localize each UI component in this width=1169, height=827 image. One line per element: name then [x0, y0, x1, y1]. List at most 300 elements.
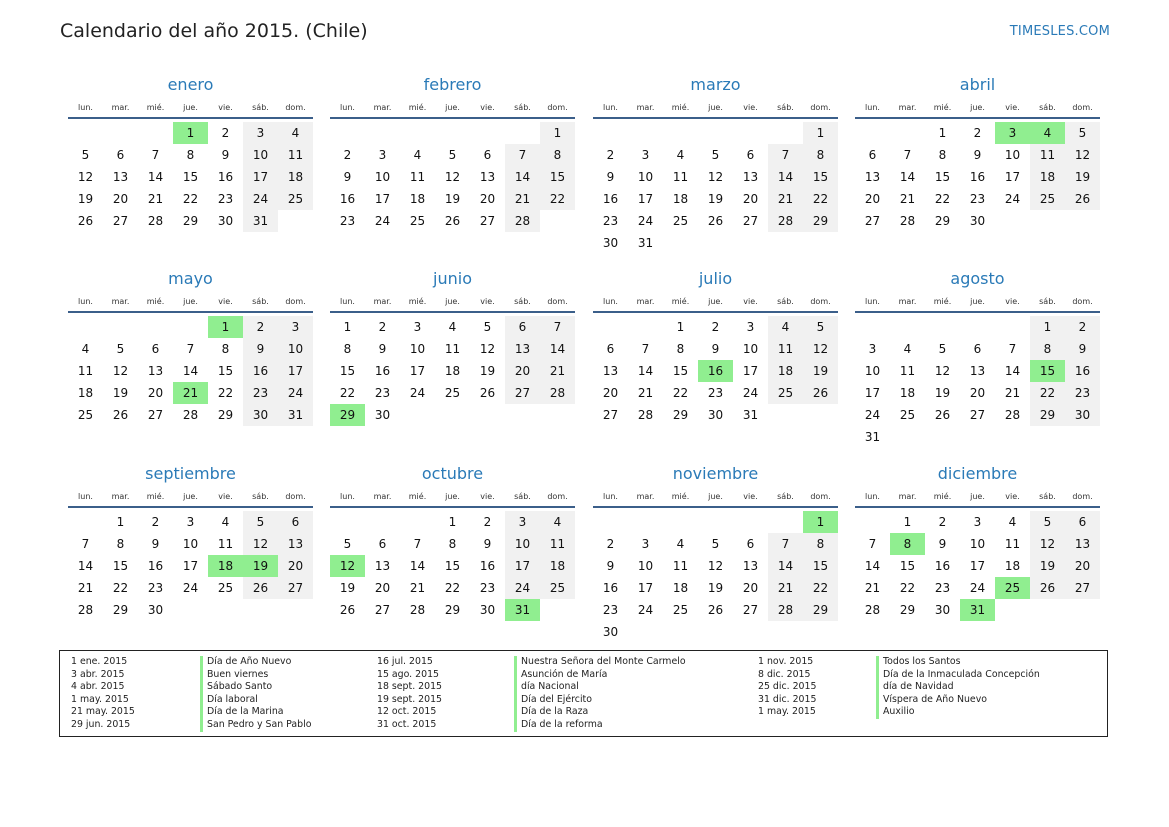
- day-cell: 20: [374, 581, 391, 595]
- day-cell: 25: [768, 382, 803, 404]
- legend-date: 16 jul. 2015: [377, 656, 433, 667]
- day-cell: 5: [243, 511, 278, 533]
- weekday-label: mar.: [898, 297, 917, 306]
- legend-holiday-name: Todos los Santos: [876, 656, 1040, 669]
- holiday-day-cell: 4: [1030, 122, 1065, 144]
- weekday-label: lun.: [78, 103, 93, 112]
- day-cell: 19: [1065, 166, 1100, 188]
- day-cell: 17: [1004, 170, 1021, 184]
- legend-dates-col-1: [71, 656, 135, 732]
- weekday-label: dom.: [810, 492, 831, 501]
- day-cell: 7: [186, 342, 195, 356]
- day-cell: 12: [707, 559, 724, 573]
- day-cell: 11: [444, 342, 461, 356]
- day-cell: 15: [803, 166, 838, 188]
- holiday-day-cell: 29: [330, 404, 365, 426]
- day-cell: 24: [969, 581, 986, 595]
- day-cell: 1: [903, 515, 912, 529]
- holiday-day-cell: 19: [243, 555, 278, 577]
- day-cell: 12: [77, 170, 94, 184]
- weekday-label: mié.: [146, 492, 165, 501]
- day-cell: 27: [969, 408, 986, 422]
- holiday-day-cell: 21: [173, 382, 208, 404]
- legend-date: 29 jun. 2015: [71, 718, 131, 730]
- month-divider: [330, 311, 575, 313]
- legend-holiday-name: Día laboral: [200, 694, 311, 707]
- day-cell: 29: [444, 603, 461, 617]
- day-cell: 3: [746, 320, 755, 334]
- day-cell: 15: [934, 170, 951, 184]
- day-cell: 13: [1065, 533, 1100, 555]
- day-cell: 10: [182, 537, 199, 551]
- day-cell: 28: [540, 382, 575, 404]
- day-cell: 8: [540, 144, 575, 166]
- brand-link[interactable]: TIMESLES.COM: [1009, 24, 1110, 39]
- day-cell: 28: [768, 210, 803, 232]
- day-cell: 1: [116, 515, 125, 529]
- day-cell: 27: [112, 214, 129, 228]
- day-cell: 30: [374, 408, 391, 422]
- weekday-label: mié.: [933, 297, 952, 306]
- month-abril: [855, 75, 1100, 265]
- month-name: junio: [433, 269, 472, 288]
- day-cell: 20: [479, 192, 496, 206]
- weekday-label: mar.: [373, 297, 392, 306]
- day-cell: 5: [711, 537, 720, 551]
- day-cell: 24: [637, 214, 654, 228]
- month-divider: [68, 117, 313, 119]
- day-cell: 5: [711, 148, 720, 162]
- month-agosto: [855, 269, 1100, 459]
- day-cell: 20: [147, 386, 164, 400]
- weekday-label: dom.: [547, 492, 568, 501]
- month-septiembre: [68, 464, 313, 654]
- day-cell: 28: [409, 603, 426, 617]
- day-cell: 28: [899, 214, 916, 228]
- legend-holiday-name: Víspera de Año Nuevo: [876, 694, 1040, 707]
- day-cell: 20: [742, 192, 759, 206]
- day-cell: 28: [1004, 408, 1021, 422]
- weekday-label: jue.: [445, 492, 460, 501]
- day-cell: 24: [505, 577, 540, 599]
- day-cell: 28: [637, 408, 654, 422]
- day-cell: 19: [444, 192, 461, 206]
- day-cell: 15: [540, 166, 575, 188]
- day-cell: 7: [641, 342, 650, 356]
- day-cell: 4: [278, 122, 313, 144]
- day-cell: 14: [1004, 364, 1021, 378]
- day-cell: 3: [641, 537, 650, 551]
- weekday-label: vie.: [480, 492, 495, 501]
- day-cell: 16: [479, 559, 496, 573]
- day-cell: 25: [899, 408, 916, 422]
- day-cell: 5: [448, 148, 457, 162]
- day-cell: 29: [217, 408, 234, 422]
- day-cell: 11: [1004, 537, 1021, 551]
- day-cell: 31: [278, 404, 313, 426]
- day-cell: 22: [1030, 382, 1065, 404]
- day-cell: 16: [147, 559, 164, 573]
- day-cell: 18: [278, 166, 313, 188]
- legend-date: 19 sept. 2015: [377, 693, 443, 705]
- day-cell: 30: [707, 408, 724, 422]
- day-cell: 21: [637, 386, 654, 400]
- weekday-label: lun.: [340, 103, 355, 112]
- day-cell: 18: [672, 581, 689, 595]
- weekday-label: mié.: [408, 492, 427, 501]
- day-cell: 14: [637, 364, 654, 378]
- day-cell: 12: [803, 338, 838, 360]
- weekday-label: mar.: [636, 103, 655, 112]
- month-divider: [593, 117, 838, 119]
- legend-date: 12 oct. 2015: [377, 706, 437, 718]
- day-cell: 10: [864, 364, 881, 378]
- day-cell: 17: [243, 166, 278, 188]
- day-cell: 9: [221, 148, 230, 162]
- day-cell: 27: [864, 214, 881, 228]
- day-cell: 9: [483, 537, 492, 551]
- day-cell: 15: [444, 559, 461, 573]
- month-octubre: [330, 464, 575, 654]
- month-mayo: [68, 269, 313, 459]
- legend-holiday-name: Día de la reforma: [514, 719, 686, 732]
- day-cell: 29: [803, 599, 838, 621]
- day-cell: 23: [147, 581, 164, 595]
- day-cell: 5: [938, 342, 947, 356]
- day-cell: 10: [637, 559, 654, 573]
- day-cell: 23: [217, 192, 234, 206]
- month-enero: [68, 75, 313, 265]
- day-cell: 8: [448, 537, 457, 551]
- weekday-label: vie.: [1005, 297, 1020, 306]
- day-cell: 8: [1030, 338, 1065, 360]
- day-cell: 16: [602, 581, 619, 595]
- day-cell: 11: [1030, 144, 1065, 166]
- day-cell: 6: [746, 537, 755, 551]
- day-cell: 16: [1065, 360, 1100, 382]
- day-cell: 27: [602, 408, 619, 422]
- day-cell: 17: [637, 192, 654, 206]
- day-cell: 22: [899, 581, 916, 595]
- holiday-day-cell: 1: [173, 122, 208, 144]
- day-cell: 22: [672, 386, 689, 400]
- weekday-label: dom.: [285, 492, 306, 501]
- day-cell: 4: [903, 342, 912, 356]
- weekday-label: vie.: [480, 297, 495, 306]
- day-cell: 14: [182, 364, 199, 378]
- weekday-label: mié.: [933, 492, 952, 501]
- weekday-label: mié.: [408, 297, 427, 306]
- day-cell: 18: [444, 364, 461, 378]
- holiday-legend: [59, 650, 1108, 737]
- day-cell: 12: [934, 364, 951, 378]
- day-cell: 13: [112, 170, 129, 184]
- day-cell: 23: [969, 192, 986, 206]
- weekday-label: jue.: [445, 297, 460, 306]
- day-cell: 5: [343, 537, 352, 551]
- day-cell: 31: [864, 430, 881, 444]
- day-cell: 27: [278, 577, 313, 599]
- legend-date: 4 abr. 2015: [71, 681, 125, 693]
- day-cell: 2: [1065, 316, 1100, 338]
- day-cell: 20: [278, 555, 313, 577]
- day-cell: 20: [864, 192, 881, 206]
- day-cell: 16: [602, 192, 619, 206]
- day-cell: 14: [147, 170, 164, 184]
- day-cell: 22: [217, 386, 234, 400]
- month-marzo: [593, 75, 838, 265]
- day-cell: 11: [672, 170, 689, 184]
- day-cell: 20: [602, 386, 619, 400]
- legend-date: 1 may. 2015: [71, 693, 129, 705]
- month-divider: [330, 117, 575, 119]
- weekday-label: lun.: [603, 103, 618, 112]
- day-cell: 2: [711, 320, 720, 334]
- day-cell: 15: [112, 559, 129, 573]
- day-cell: 21: [864, 581, 881, 595]
- holiday-day-cell: 18: [208, 555, 243, 577]
- weekday-label: mié.: [146, 297, 165, 306]
- day-cell: 10: [243, 144, 278, 166]
- day-cell: 17: [742, 364, 759, 378]
- day-cell: 9: [343, 170, 352, 184]
- weekday-label: mié.: [671, 297, 690, 306]
- day-cell: 18: [899, 386, 916, 400]
- day-cell: 19: [77, 192, 94, 206]
- day-cell: 29: [672, 408, 689, 422]
- day-cell: 22: [934, 192, 951, 206]
- holiday-day-cell: 1: [208, 316, 243, 338]
- holiday-day-cell: 8: [890, 533, 925, 555]
- weekday-label: jue.: [970, 492, 985, 501]
- day-cell: 24: [742, 386, 759, 400]
- legend-names-col-3: [876, 656, 1040, 719]
- legend-holiday-name: Día de la Raza: [514, 706, 686, 719]
- day-cell: 8: [116, 537, 125, 551]
- day-cell: 1: [803, 122, 838, 144]
- day-cell: 6: [483, 148, 492, 162]
- day-cell: 6: [868, 148, 877, 162]
- day-cell: 23: [602, 214, 619, 228]
- day-cell: 28: [182, 408, 199, 422]
- day-cell: 12: [1065, 144, 1100, 166]
- month-name: enero: [167, 75, 214, 94]
- day-cell: 24: [243, 188, 278, 210]
- weekday-label: vie.: [1005, 492, 1020, 501]
- weekday-label: jue.: [183, 103, 198, 112]
- weekday-label: lun.: [865, 103, 880, 112]
- day-cell: 26: [707, 603, 724, 617]
- weekday-label: mar.: [636, 297, 655, 306]
- day-cell: 20: [112, 192, 129, 206]
- day-cell: 5: [1065, 122, 1100, 144]
- day-cell: 5: [116, 342, 125, 356]
- day-cell: 30: [602, 625, 619, 639]
- weekday-label: mié.: [408, 103, 427, 112]
- day-cell: 19: [934, 386, 951, 400]
- day-cell: 25: [409, 214, 426, 228]
- day-cell: 31: [742, 408, 759, 422]
- holiday-day-cell: 1: [803, 511, 838, 533]
- day-cell: 28: [77, 603, 94, 617]
- weekday-label: sáb.: [777, 103, 794, 112]
- day-cell: 31: [637, 236, 654, 250]
- day-cell: 12: [243, 533, 278, 555]
- day-cell: 23: [339, 214, 356, 228]
- weekday-label: lun.: [340, 297, 355, 306]
- weekday-label: sáb.: [514, 297, 531, 306]
- day-cell: 20: [1065, 555, 1100, 577]
- day-cell: 2: [221, 126, 230, 140]
- day-cell: 21: [77, 581, 94, 595]
- weekday-label: jue.: [183, 297, 198, 306]
- day-cell: 6: [1065, 511, 1100, 533]
- day-cell: 14: [768, 555, 803, 577]
- month-divider: [330, 506, 575, 508]
- day-cell: 22: [803, 577, 838, 599]
- day-cell: 30: [602, 236, 619, 250]
- day-cell: 22: [112, 581, 129, 595]
- month-name: noviembre: [672, 464, 759, 483]
- day-cell: 5: [1030, 511, 1065, 533]
- weekday-label: dom.: [1072, 492, 1093, 501]
- day-cell: 30: [243, 404, 278, 426]
- day-cell: 15: [803, 555, 838, 577]
- day-cell: 29: [1030, 404, 1065, 426]
- day-cell: 5: [81, 148, 90, 162]
- weekday-label: lun.: [865, 492, 880, 501]
- day-cell: 21: [409, 581, 426, 595]
- weekday-label: lun.: [78, 297, 93, 306]
- day-cell: 25: [278, 188, 313, 210]
- legend-holiday-name: Día de la Marina: [200, 706, 311, 719]
- day-cell: 14: [409, 559, 426, 573]
- day-cell: 9: [378, 342, 387, 356]
- day-cell: 5: [483, 320, 492, 334]
- day-cell: 13: [278, 533, 313, 555]
- day-cell: 23: [479, 581, 496, 595]
- day-cell: 9: [938, 537, 947, 551]
- day-cell: 26: [77, 214, 94, 228]
- day-cell: 25: [77, 408, 94, 422]
- day-cell: 27: [479, 214, 496, 228]
- legend-date: 18 sept. 2015: [377, 681, 443, 693]
- legend-dates-col-2: [377, 656, 442, 732]
- day-cell: 1: [448, 515, 457, 529]
- holiday-day-cell: 31: [505, 599, 540, 621]
- day-cell: 14: [540, 338, 575, 360]
- month-noviembre: [593, 464, 838, 654]
- day-cell: 26: [803, 382, 838, 404]
- month-name: diciembre: [937, 464, 1018, 483]
- day-cell: 10: [409, 342, 426, 356]
- day-cell: 1: [1030, 316, 1065, 338]
- weekday-label: dom.: [810, 103, 831, 112]
- day-cell: 2: [343, 148, 352, 162]
- day-cell: 14: [505, 166, 540, 188]
- weekday-label: sáb.: [777, 492, 794, 501]
- weekday-label: dom.: [547, 297, 568, 306]
- day-cell: 19: [1030, 555, 1065, 577]
- day-cell: 26: [934, 408, 951, 422]
- day-cell: 10: [505, 533, 540, 555]
- weekday-label: vie.: [743, 103, 758, 112]
- weekday-label: mié.: [146, 103, 165, 112]
- day-cell: 16: [969, 170, 986, 184]
- weekday-label: mié.: [933, 103, 952, 112]
- day-cell: 5: [803, 316, 838, 338]
- day-cell: 3: [505, 511, 540, 533]
- legend-holiday-name: Día del Ejército: [514, 694, 686, 707]
- day-cell: 26: [1030, 577, 1065, 599]
- day-cell: 26: [707, 214, 724, 228]
- legend-date: 21 may. 2015: [71, 706, 135, 718]
- day-cell: 3: [278, 316, 313, 338]
- day-cell: 2: [243, 316, 278, 338]
- day-cell: 9: [973, 148, 982, 162]
- day-cell: 9: [606, 170, 615, 184]
- day-cell: 16: [934, 559, 951, 573]
- month-divider: [855, 506, 1100, 508]
- holiday-day-cell: 12: [330, 555, 365, 577]
- day-cell: 12: [112, 364, 129, 378]
- day-cell: 27: [147, 408, 164, 422]
- day-cell: 6: [746, 148, 755, 162]
- day-cell: 27: [742, 603, 759, 617]
- day-cell: 30: [479, 603, 496, 617]
- day-cell: 10: [1004, 148, 1021, 162]
- day-cell: 4: [540, 511, 575, 533]
- month-name: abril: [959, 75, 996, 94]
- day-cell: 7: [151, 148, 160, 162]
- day-cell: 26: [1065, 188, 1100, 210]
- day-cell: 7: [505, 144, 540, 166]
- day-cell: 3: [243, 122, 278, 144]
- month-julio: [593, 269, 838, 459]
- legend-holiday-name: día de Navidad: [876, 681, 1040, 694]
- day-cell: 23: [374, 386, 391, 400]
- day-cell: 7: [768, 533, 803, 555]
- month-name: marzo: [690, 75, 741, 94]
- day-cell: 10: [374, 170, 391, 184]
- day-cell: 30: [934, 603, 951, 617]
- month-name: septiembre: [145, 464, 236, 483]
- day-cell: 19: [479, 364, 496, 378]
- weekday-label: mar.: [898, 492, 917, 501]
- legend-holiday-name: San Pedro y San Pablo: [200, 719, 311, 732]
- day-cell: 4: [768, 316, 803, 338]
- day-cell: 12: [444, 170, 461, 184]
- day-cell: 18: [768, 360, 803, 382]
- day-cell: 9: [606, 559, 615, 573]
- weekday-label: dom.: [1072, 297, 1093, 306]
- day-cell: 4: [676, 148, 685, 162]
- weekday-label: vie.: [218, 492, 233, 501]
- day-cell: 12: [707, 170, 724, 184]
- weekday-label: sáb.: [514, 103, 531, 112]
- day-cell: 13: [505, 338, 540, 360]
- day-cell: 9: [243, 338, 278, 360]
- day-cell: 8: [186, 148, 195, 162]
- holiday-day-cell: 16: [698, 360, 733, 382]
- weekday-label: vie.: [1005, 103, 1020, 112]
- day-cell: 3: [641, 148, 650, 162]
- month-febrero: [330, 75, 575, 265]
- weekday-label: jue.: [708, 297, 723, 306]
- weekday-label: mié.: [671, 492, 690, 501]
- day-cell: 9: [151, 537, 160, 551]
- day-cell: 19: [707, 581, 724, 595]
